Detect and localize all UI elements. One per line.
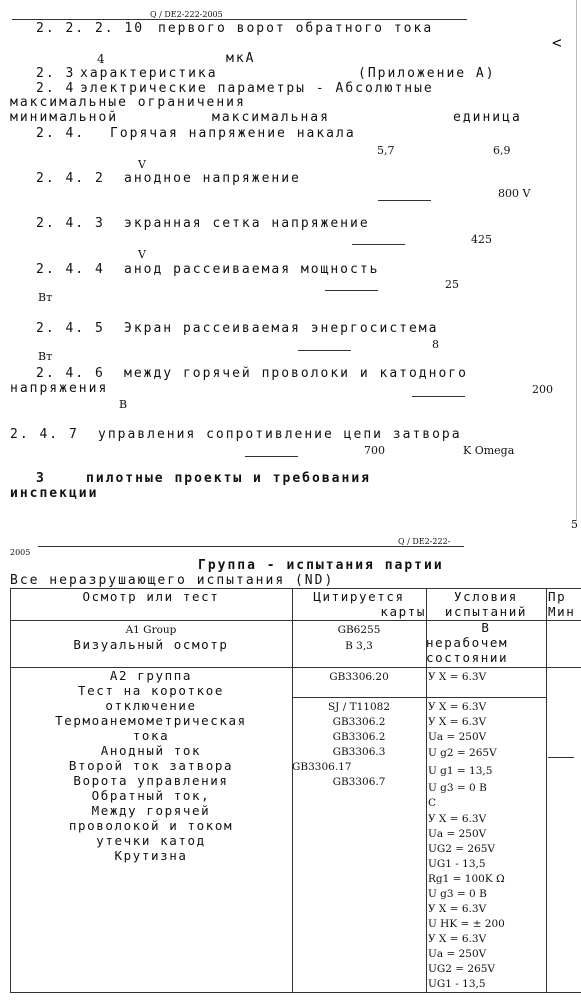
test-name: Крутизна xyxy=(114,848,188,863)
column-header-conditions-l2: испытаний xyxy=(444,604,528,619)
header-code-year: 2005 xyxy=(10,548,31,557)
unit: Вт xyxy=(38,291,53,304)
header-code: Q / DE2-222- xyxy=(398,537,451,546)
section-title: анод рассеиваемая мощность xyxy=(124,262,380,277)
cond-cell: С xyxy=(428,797,437,809)
cond-cell: Ua = 250V xyxy=(428,731,487,743)
value: 200 xyxy=(532,383,553,396)
unit: V xyxy=(138,158,146,171)
ref-cell: B 3,3 xyxy=(345,640,373,652)
cond-cell: Ua = 250V xyxy=(428,828,487,840)
unit: K Omega xyxy=(463,444,515,457)
underline xyxy=(412,396,465,397)
section-number: 2. 3 xyxy=(36,66,76,81)
underline xyxy=(298,350,351,351)
unit: В xyxy=(119,398,128,411)
test-name: Анодный ток xyxy=(100,743,202,758)
table-inner-border xyxy=(426,697,546,698)
section-title-cont: максимальные ограничения xyxy=(10,95,246,110)
value: 425 xyxy=(471,233,492,246)
section-number: 2. 4. 5 xyxy=(36,321,105,336)
underline xyxy=(378,200,431,201)
column-max: максимальная xyxy=(212,110,330,125)
cond-cell: Ua = 250V xyxy=(428,948,487,960)
test-name: Тест на короткое xyxy=(77,683,224,698)
cond-cell: U g3 = 0 В xyxy=(428,888,487,900)
value: 4 xyxy=(97,52,105,66)
test-name: Термоанемометрическая xyxy=(55,713,247,728)
ref-cell: GB3306.2 xyxy=(332,731,386,743)
cond-cell: U HK = ± 200 xyxy=(428,918,505,930)
column-header-min: Мин xyxy=(548,604,576,619)
value: 800 V xyxy=(498,187,531,200)
section-number: 2. 4. 7 xyxy=(10,427,79,442)
test-name: Второй ток затвора xyxy=(68,758,234,773)
cond-cell: У X = 6.3V xyxy=(428,903,487,915)
cond-cell: В xyxy=(481,620,491,635)
ref-cell: GB3306.3 xyxy=(332,746,386,758)
test-name: Ворота управления xyxy=(73,773,229,788)
section-number: 2. 4. 2 xyxy=(36,171,105,186)
section-title: пилотные проекты и требования xyxy=(86,471,371,486)
min-value: 5,7 xyxy=(377,144,395,157)
test-name: проволокой и током xyxy=(68,818,234,833)
section-title: характеристика xyxy=(80,66,218,81)
ref-cell: GB3306.7 xyxy=(332,776,386,788)
arrow-mark: < xyxy=(552,33,564,52)
section-number: 2. 4. 3 xyxy=(36,216,105,231)
cond-cell: нерабочем xyxy=(426,635,509,650)
cell-mark xyxy=(548,757,574,758)
section-number: 2. 4. 6 xyxy=(36,366,105,381)
section-title: первого ворот обратного тока xyxy=(158,21,434,36)
section-number: 3 xyxy=(36,471,46,486)
page-title: Группа - испытания партии xyxy=(198,558,444,573)
table-col-divider xyxy=(546,588,547,992)
section-number: 2. 4. 4 xyxy=(36,262,105,277)
cond-cell: У X = 6.3V xyxy=(428,813,487,825)
section-title: между горячей проволоки и катодного xyxy=(124,366,468,381)
unit: V xyxy=(138,248,146,261)
ref-cell: GB6255 xyxy=(337,624,381,636)
ref-cell: SJ / T11082 xyxy=(327,701,391,713)
cond-cell: У X = 6.3V xyxy=(428,716,487,728)
column-header-conditions-l1: Условия xyxy=(454,589,518,604)
value: 700 xyxy=(364,444,385,457)
section-title-cont: инспекции xyxy=(10,486,99,501)
test-name: утечки катод xyxy=(96,833,206,848)
section-number: 2. 4 xyxy=(36,81,76,96)
header-rule xyxy=(38,546,464,547)
group-label: A1 Group xyxy=(125,624,177,636)
page-subtitle: Все неразрушающего испытания (ND) xyxy=(10,573,335,588)
underline xyxy=(245,456,298,457)
value: 8 xyxy=(432,338,439,351)
cond-cell: У X = 6.3V xyxy=(428,933,487,945)
column-header-pr: Пр xyxy=(548,589,567,604)
underline xyxy=(352,244,405,245)
ref-cell: GB3306.17 xyxy=(292,761,352,773)
header-rule xyxy=(12,19,467,20)
column-header-refs-l1: Цитируется xyxy=(313,589,405,604)
column-unit: единица xyxy=(453,110,522,125)
unit: мкА xyxy=(226,51,256,66)
column-header-test: Осмотр или тест xyxy=(82,589,220,604)
ref-cell: GB3306.2 xyxy=(332,716,386,728)
ref-cell: GB3306.20 xyxy=(329,671,389,683)
cond-cell: У X = 6.3V xyxy=(428,701,487,713)
section-title: анодное напряжение xyxy=(124,171,301,186)
cond-cell: состоянии xyxy=(426,650,509,665)
underline xyxy=(325,290,378,291)
cond-cell: U g2 = 265V xyxy=(428,747,497,759)
section-title-cont: напряжения xyxy=(10,381,109,396)
cond-cell: UG1 - 13,5 xyxy=(428,978,486,990)
section-title: Экран рассеиваемая энергосистема xyxy=(124,321,439,336)
column-min: минимальной xyxy=(10,110,119,125)
header-code: Q / DE2-222-2005 xyxy=(150,10,223,19)
page-right-edge xyxy=(576,0,577,520)
test-name: Обратный ток, xyxy=(91,788,211,803)
test-name: Между горячей xyxy=(91,803,211,818)
appendix-ref: (Приложение А) xyxy=(358,66,496,81)
section-number: 2. 4. xyxy=(36,126,86,141)
max-value: 6,9 xyxy=(493,144,511,157)
cond-cell: Rg1 = 100K Ω xyxy=(428,873,505,885)
cond-cell: UG1 - 13,5 xyxy=(428,858,486,870)
cond-cell: UG2 = 265V xyxy=(428,963,496,975)
cond-cell: U g3 = 0 В xyxy=(428,782,487,794)
table-inner-border xyxy=(292,697,426,698)
section-number: 2. 2. 2. 10 xyxy=(36,21,145,36)
cond-cell: У X = 6.3V xyxy=(428,671,487,683)
section-title: экранная сетка напряжение xyxy=(124,216,370,231)
section-title: электрические параметры - Абсолютные xyxy=(80,81,434,96)
test-name: тока xyxy=(132,728,170,743)
test-name: Визуальный осмотр xyxy=(73,637,229,652)
cond-cell: UG2 = 265V xyxy=(428,843,496,855)
test-name: отключение xyxy=(105,698,197,713)
table-bottom-border xyxy=(10,992,581,993)
value: 25 xyxy=(445,278,459,291)
section-title: управления сопротивление цепи затвора xyxy=(98,427,462,442)
section-title: Горячая напряжение накала xyxy=(110,126,356,141)
unit: Вт xyxy=(38,350,53,363)
group-label: А2 группа xyxy=(109,668,193,683)
column-header-refs-l2: карты xyxy=(380,604,426,619)
page-number: 5 xyxy=(571,518,578,531)
cond-cell: U g1 = 13,5 xyxy=(428,765,493,777)
